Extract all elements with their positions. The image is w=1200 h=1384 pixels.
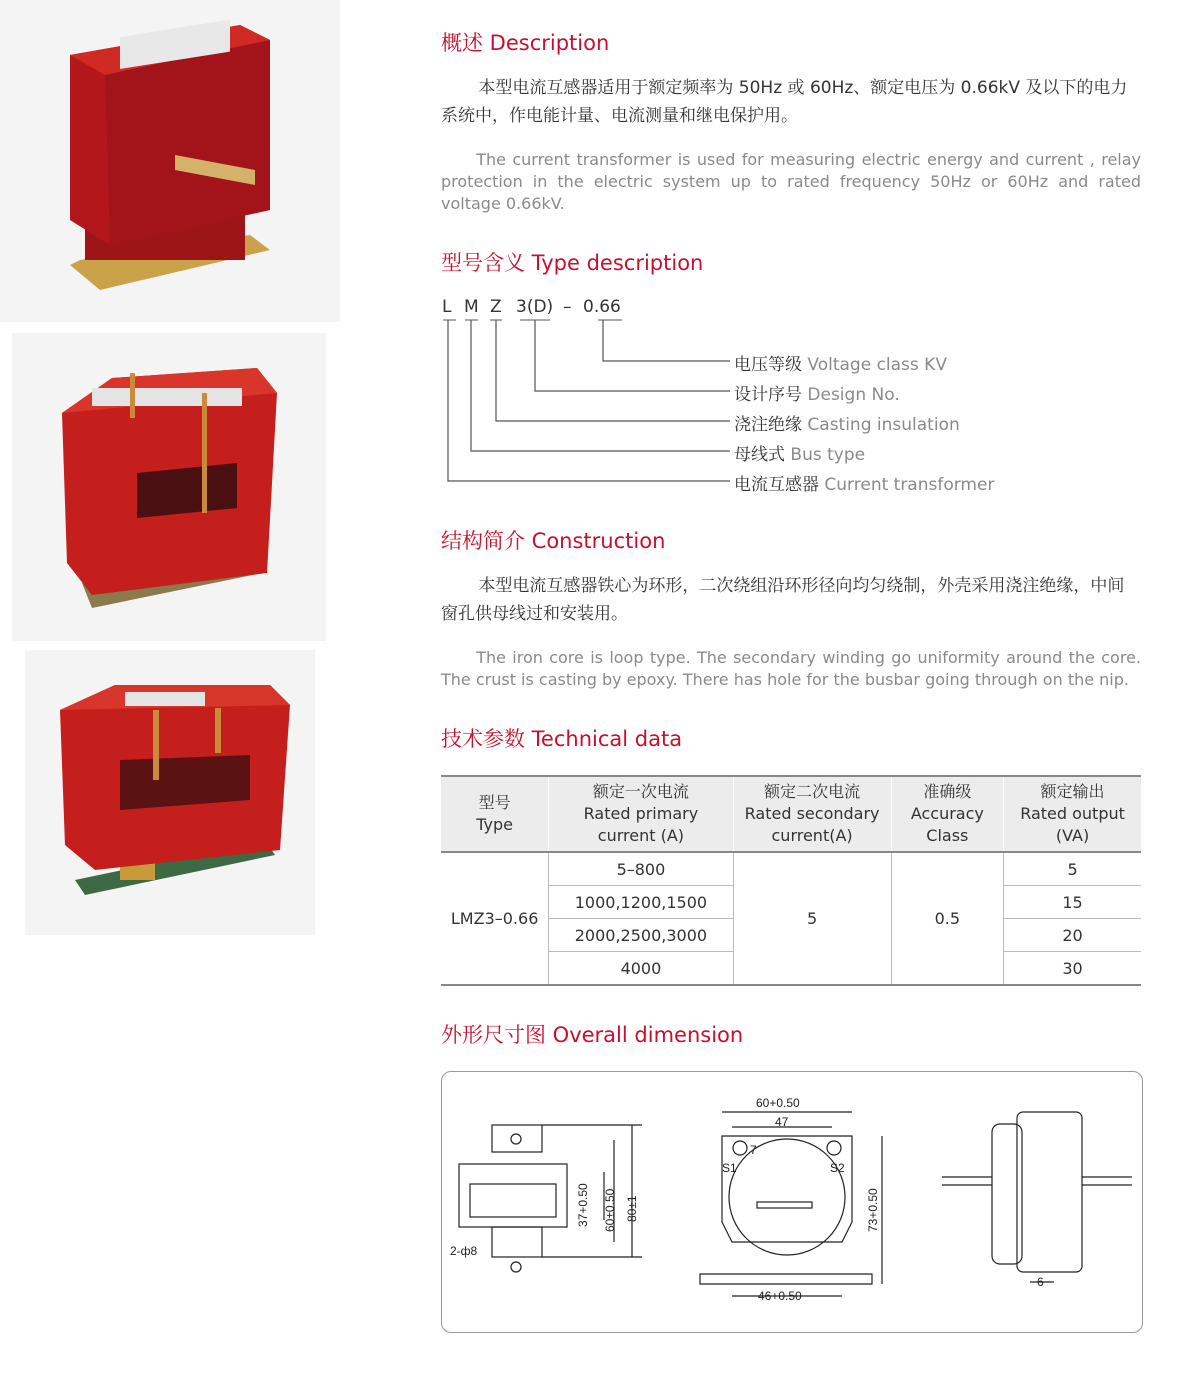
description-en: The current transformer is used for measuring electric energy and current , relay protection in the electric system up to rated frequency 50Hz or 60Hz and rated voltage 0.66kV.	[441, 150, 1141, 213]
header-output: 额定输出 Rated output (VA)	[1004, 776, 1141, 852]
table-header-row	[441, 776, 1141, 852]
dim-s2: S2	[830, 1161, 845, 1175]
cell-secondary: 5	[733, 852, 891, 985]
product-photo-3	[25, 650, 315, 935]
type-line-bus: 母线式 Bus type	[734, 445, 866, 465]
construction-en: The iron core is loop type. The secondary winding go uniformity around the core. The crust is casting by epoxy. There has hole for the busbar going through on the nip.	[441, 648, 1141, 689]
cell-primary: 4000	[549, 952, 733, 986]
dim-s1: S1	[722, 1161, 737, 1175]
table-row	[441, 852, 1141, 886]
dim-h37: 37+0.50	[576, 1183, 590, 1227]
description-heading: 概述 Description	[441, 31, 610, 55]
description-cn: 本型电流互感器适用于额定频率为 50Hz 或 60Hz、额定电压为 0.66kV 及以下的电力系统中，作电能计量、电流测量和继电保护用。	[441, 78, 1128, 126]
cell-primary: 1000,1200,1500	[549, 886, 733, 919]
code-dash: –	[563, 297, 572, 317]
cell-accuracy: 0.5	[891, 852, 1003, 985]
cell-output: 30	[1004, 952, 1141, 986]
cell-output: 5	[1004, 852, 1141, 886]
dimension-heading: 外形尺寸图 Overall dimension	[441, 1023, 744, 1047]
cell-model: LMZ3–0.66	[441, 852, 549, 985]
construction-heading: 结构简介 Construction	[441, 529, 666, 553]
type-heading: 型号含义 Type description	[441, 251, 704, 275]
construction-cn: 本型电流互感器铁心为环形，二次绕组沿环形径向均匀绕制，外壳采用浇注绝缘，中间窗孔供母线过和安装用。	[441, 576, 1125, 624]
dim-seven: 7	[750, 1143, 757, 1157]
dim-h73: 73+0.50	[866, 1188, 880, 1232]
technical-heading: 技术参数 Technical data	[441, 727, 683, 751]
cell-output: 20	[1004, 919, 1141, 952]
dim-h60: 60±0.50	[603, 1188, 617, 1232]
code-l: L	[442, 297, 452, 317]
code-m: M	[464, 297, 479, 317]
header-accuracy: 准确级 Accuracy Class	[891, 776, 1003, 852]
header-type: 型号 Type	[441, 776, 549, 852]
dimension-drawing	[441, 1071, 1143, 1333]
type-line-casting: 浇注绝缘 Casting insulation	[734, 415, 960, 435]
technical-table	[441, 775, 1141, 986]
type-line-design: 设计序号 Design No.	[734, 385, 900, 405]
dim-six: 6	[1037, 1275, 1044, 1289]
cell-output: 15	[1004, 886, 1141, 919]
cell-primary: 2000,2500,3000	[549, 919, 733, 952]
type-line-voltage: 电压等级 Voltage class KV	[734, 355, 947, 375]
header-primary: 额定一次电流 Rated primary current (A)	[549, 776, 733, 852]
product-photo-1	[0, 0, 340, 322]
code-3d: 3(D)	[516, 297, 554, 317]
code-voltage: 0.66	[583, 297, 621, 317]
header-secondary: 额定二次电流 Rated secondary current(A)	[733, 776, 891, 852]
dim-h80: 80±1	[625, 1195, 639, 1222]
type-line-ct: 电流互感器 Current transformer	[734, 475, 995, 495]
cell-primary: 5–800	[549, 852, 733, 886]
dim-hole: 2-ф8	[450, 1244, 478, 1258]
dim-w46: 46+0.50	[758, 1289, 802, 1303]
code-z: Z	[490, 297, 502, 317]
dim-w47: 47	[775, 1115, 789, 1129]
product-photo-2	[12, 333, 326, 641]
dim-w60: 60+0.50	[756, 1096, 800, 1110]
